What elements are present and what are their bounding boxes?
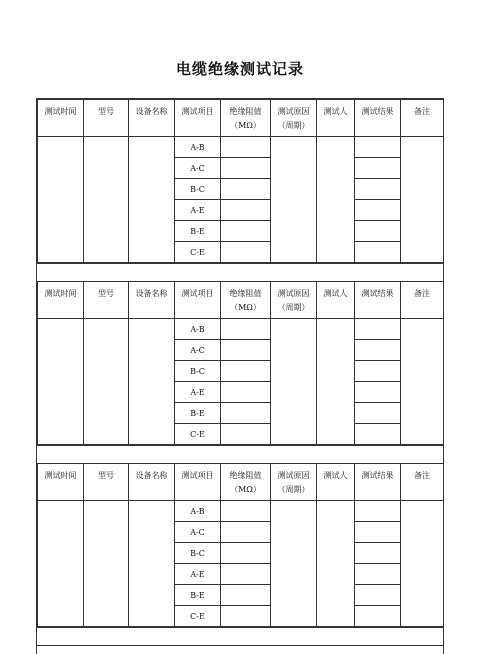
tester-cell[interactable]: [317, 319, 355, 445]
block-separator: [37, 263, 443, 281]
header-model-label: 型号: [98, 471, 114, 480]
next-block-edge: [37, 645, 443, 654]
insulation-value-cell[interactable]: [221, 501, 271, 522]
model-cell[interactable]: [84, 137, 129, 263]
header-reason: [271, 464, 317, 501]
device-name-cell[interactable]: [129, 319, 175, 445]
remark-cell[interactable]: [401, 501, 444, 627]
header-time: [38, 464, 84, 501]
header-tester: [317, 100, 355, 137]
device-name-cell[interactable]: [129, 137, 175, 263]
test-item-cell: B-C: [175, 179, 221, 200]
result-cell[interactable]: [355, 403, 401, 424]
insulation-value-cell[interactable]: [221, 543, 271, 564]
insulation-value-cell[interactable]: [221, 179, 271, 200]
record-table: [37, 99, 444, 263]
record-sheet: [36, 98, 444, 654]
header-insulation-value: [221, 282, 271, 319]
result-cell[interactable]: [355, 585, 401, 606]
header-result: [355, 282, 401, 319]
header-model-label: 型号: [98, 289, 114, 298]
test-item-cell: A-B: [175, 501, 221, 522]
insulation-value-cell[interactable]: [221, 221, 271, 242]
remark-cell[interactable]: [401, 319, 444, 445]
record-table: [37, 463, 444, 627]
block-separator: [37, 627, 443, 645]
header-reason-sub: （周期）: [277, 121, 310, 130]
insulation-value-cell[interactable]: [221, 403, 271, 424]
header-insulation-value-label: 绝缘阻值: [229, 471, 262, 480]
tester-cell[interactable]: [317, 137, 355, 263]
time-cell[interactable]: [38, 137, 84, 263]
record-block: [37, 281, 443, 463]
header-tester-label: 测试人: [323, 289, 348, 298]
header-row: [38, 100, 444, 137]
header-insulation-value-sub: （MΩ）: [230, 485, 261, 494]
result-cell[interactable]: [355, 543, 401, 564]
insulation-value-cell[interactable]: [221, 242, 271, 263]
header-device-name-label: 设备名称: [135, 289, 168, 298]
header-result-label: 测试结果: [361, 471, 394, 480]
header-test-item-label: 测试项目: [181, 289, 214, 298]
test-item-cell: B-C: [175, 543, 221, 564]
header-remark: [401, 100, 444, 137]
header-tester-label: 测试人: [323, 471, 348, 480]
header-model: [84, 282, 129, 319]
header-test-item-label: 测试项目: [181, 107, 214, 116]
test-item-cell: A-C: [175, 340, 221, 361]
header-result: [355, 100, 401, 137]
result-cell[interactable]: [355, 564, 401, 585]
device-name-cell[interactable]: [129, 501, 175, 627]
header-result-label: 测试结果: [361, 107, 394, 116]
header-insulation-value: [221, 100, 271, 137]
test-item-cell: A-B: [175, 319, 221, 340]
test-item-cell: C-E: [175, 424, 221, 445]
result-cell[interactable]: [355, 242, 401, 263]
insulation-value-cell[interactable]: [221, 606, 271, 627]
time-cell[interactable]: [38, 501, 84, 627]
reason-cell[interactable]: [271, 319, 317, 445]
header-remark: [401, 464, 444, 501]
header-model: [84, 100, 129, 137]
test-item-cell: B-C: [175, 361, 221, 382]
remark-cell[interactable]: [401, 137, 444, 263]
test-item-cell: A-E: [175, 200, 221, 221]
result-cell[interactable]: [355, 522, 401, 543]
header-result-label: 测试结果: [361, 289, 394, 298]
header-device-name-label: 设备名称: [135, 107, 168, 116]
model-cell[interactable]: [84, 319, 129, 445]
reason-cell[interactable]: [271, 501, 317, 627]
record-table: [37, 281, 444, 445]
header-insulation-value-sub: （MΩ）: [230, 121, 261, 130]
table-row: [38, 137, 444, 158]
header-device-name: [129, 464, 175, 501]
insulation-value-cell[interactable]: [221, 585, 271, 606]
header-reason-sub: （周期）: [277, 303, 310, 312]
result-cell[interactable]: [355, 179, 401, 200]
header-reason-label: 测试原因: [277, 107, 310, 116]
test-item-cell: B-E: [175, 585, 221, 606]
result-cell[interactable]: [355, 606, 401, 627]
header-insulation-value: [221, 464, 271, 501]
header-time: [38, 100, 84, 137]
header-reason: [271, 282, 317, 319]
test-item-cell: B-E: [175, 403, 221, 424]
document-title: 电缆绝缘测试记录: [175, 60, 304, 78]
insulation-value-cell[interactable]: [221, 340, 271, 361]
result-cell[interactable]: [355, 382, 401, 403]
insulation-value-cell[interactable]: [221, 361, 271, 382]
test-item-cell: A-C: [175, 158, 221, 179]
result-cell[interactable]: [355, 424, 401, 445]
test-item-cell: C-E: [175, 242, 221, 263]
result-cell[interactable]: [355, 361, 401, 382]
header-remark-label: 备注: [414, 107, 430, 116]
header-reason-label: 测试原因: [277, 289, 310, 298]
header-reason-sub: （周期）: [277, 485, 310, 494]
test-item-cell: A-C: [175, 522, 221, 543]
test-item-cell: C-E: [175, 606, 221, 627]
header-reason: [271, 100, 317, 137]
result-cell[interactable]: [355, 158, 401, 179]
table-row: [38, 501, 444, 522]
result-cell[interactable]: [355, 200, 401, 221]
insulation-value-cell[interactable]: [221, 200, 271, 221]
block-separator: [37, 445, 443, 463]
result-cell[interactable]: [355, 501, 401, 522]
header-time-label: 测试时间: [44, 107, 77, 116]
insulation-value-cell[interactable]: [221, 319, 271, 340]
header-test-item: [175, 464, 221, 501]
header-tester: [317, 464, 355, 501]
test-item-cell: A-E: [175, 382, 221, 403]
record-block: [37, 463, 443, 645]
test-item-cell: B-E: [175, 221, 221, 242]
insulation-value-cell[interactable]: [221, 424, 271, 445]
header-test-item: [175, 100, 221, 137]
header-remark-label: 备注: [414, 289, 430, 298]
header-test-item-label: 测试项目: [181, 471, 214, 480]
insulation-value-cell[interactable]: [221, 564, 271, 585]
test-item-cell: A-B: [175, 137, 221, 158]
header-insulation-value-sub: （MΩ）: [230, 303, 261, 312]
header-remark: [401, 282, 444, 319]
tester-cell[interactable]: [317, 501, 355, 627]
header-insulation-value-label: 绝缘阻值: [229, 289, 262, 298]
record-block: [37, 99, 443, 281]
header-time-label: 测试时间: [44, 471, 77, 480]
header-model-label: 型号: [98, 107, 114, 116]
header-row: [38, 282, 444, 319]
result-cell[interactable]: [355, 340, 401, 361]
header-insulation-value-label: 绝缘阻值: [229, 107, 262, 116]
time-cell[interactable]: [38, 319, 84, 445]
test-item-cell: A-E: [175, 564, 221, 585]
header-time-label: 测试时间: [44, 289, 77, 298]
model-cell[interactable]: [84, 501, 129, 627]
header-test-item: [175, 282, 221, 319]
result-cell[interactable]: [355, 319, 401, 340]
header-tester-label: 测试人: [323, 107, 348, 116]
header-remark-label: 备注: [414, 471, 430, 480]
insulation-value-cell[interactable]: [221, 137, 271, 158]
header-row: [38, 464, 444, 501]
header-time: [38, 282, 84, 319]
header-device-name: [129, 100, 175, 137]
reason-cell[interactable]: [271, 137, 317, 263]
header-device-name: [129, 282, 175, 319]
header-model: [84, 464, 129, 501]
table-row: [38, 319, 444, 340]
insulation-value-cell[interactable]: [221, 522, 271, 543]
insulation-value-cell[interactable]: [221, 158, 271, 179]
header-device-name-label: 设备名称: [135, 471, 168, 480]
header-reason-label: 测试原因: [277, 471, 310, 480]
header-tester: [317, 282, 355, 319]
insulation-value-cell[interactable]: [221, 382, 271, 403]
header-result: [355, 464, 401, 501]
result-cell[interactable]: [355, 221, 401, 242]
result-cell[interactable]: [355, 137, 401, 158]
